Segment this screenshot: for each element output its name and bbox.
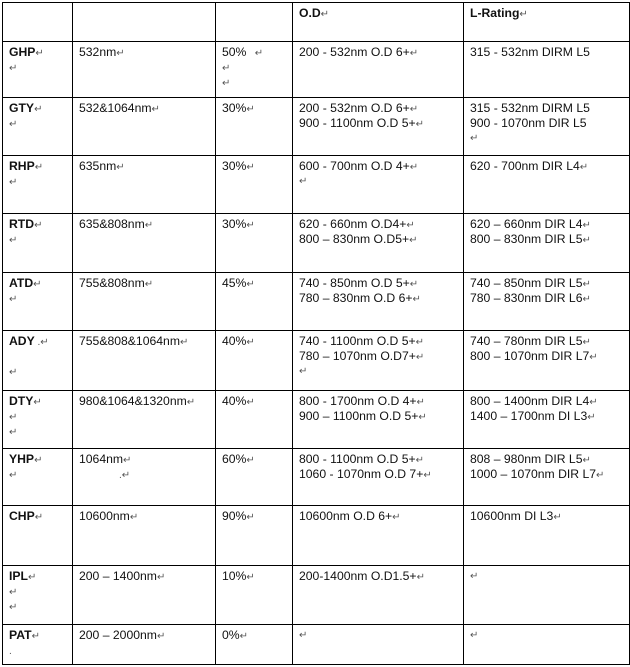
paragraph-mark-icon: ↵ [9,63,18,74]
cell-lrating [464,98,630,156]
paragraph-mark-icon: ↵ [156,631,166,642]
table-row [3,391,630,449]
od-line: 10600nm O.D 6+↵ [299,509,401,523]
paragraph-mark-icon: ↵ [246,572,255,583]
cell-wavelength [73,625,216,665]
vlt-text: 50% [222,45,247,59]
cell-wavelength [73,273,216,331]
paragraph-mark-icon: ↵ [9,470,18,481]
paragraph-mark-icon: ↵ [470,133,479,144]
paragraph-mark-icon: ↵ [246,220,255,231]
paragraph-mark-icon: .↵ [119,470,131,481]
paragraph-mark-icon: ↵ [9,587,18,598]
paragraph-mark-icon: ↵ [470,571,479,582]
cell-od [293,625,464,665]
cell-vlt [216,391,293,449]
paragraph-mark-icon: ↵ [9,602,18,613]
paragraph-mark-icon: ↵ [409,162,419,173]
cell-code [3,331,73,391]
paragraph-mark-icon: ↵ [299,630,308,641]
vlt-text: 10% [222,569,247,583]
cell-lrating [464,625,630,665]
paragraph-mark-icon: ↵ [519,9,528,20]
lrating-line: 808 – 980nm DIR L5↵ [470,452,591,466]
paragraph-mark-icon: ↵ [156,572,166,583]
lrating-line: 620 – 660nm DIR L4↵ [470,217,591,231]
cell-wavelength [73,42,216,98]
paragraph-mark-icon: ↵ [409,104,419,115]
lrating-line: 740 – 780nm DIR L5↵ [470,334,591,348]
cell-od [293,331,464,391]
paragraph-mark-icon: ↵ [9,177,18,188]
cell-code [3,506,73,566]
cell-vlt [216,449,293,506]
cell-wavelength [73,98,216,156]
table-row [3,214,630,273]
code-text: GTY [9,101,35,115]
paragraph-mark-icon: ↵ [239,631,249,642]
cell-lrating [464,391,630,449]
paragraph-mark-icon: ↵ [246,48,264,59]
paragraph-mark-icon: ↵ [116,162,125,173]
od-line: 740 - 1100nm O.D 5+↵ [299,334,425,348]
paragraph-mark-icon: ↵ [246,337,255,348]
wavelength-text: 755&808&1064nm [79,334,180,348]
cell-wavelength [73,506,216,566]
cell-od [293,156,464,214]
paragraph-mark-icon: ↵ [179,337,189,348]
paragraph-mark-icon: ↵ [415,352,425,363]
paragraph-mark-icon: ↵ [34,104,43,115]
cell-vlt [216,506,293,566]
paragraph-mark-icon: ↵ [299,366,308,377]
vlt-text: 90% [222,509,247,523]
paragraph-mark-icon: ↵ [129,512,139,523]
paragraph-mark-icon: ↵ [406,220,415,231]
cell-od [293,214,464,273]
od-line: 780 – 830nm O.D 6+↵ [299,291,421,305]
header-cell-lrating [464,3,630,42]
paragraph-mark-icon: ↵ [246,512,255,523]
header-row [3,3,630,42]
wavelength-text: 980&1064&1320nm [79,394,187,408]
cell-od [293,506,464,566]
paragraph-mark-icon: ↵ [415,337,425,348]
paragraph-mark-icon: ↵ [246,162,255,173]
paragraph-mark-icon: ↵ [151,104,160,115]
paragraph-mark-icon: ↵ [9,235,18,246]
paragraph-mark-icon: ↵ [582,220,591,231]
paragraph-mark-icon: ↵ [412,294,421,305]
cell-vlt [216,214,293,273]
lrating-line: 800 – 1400nm DIR L4↵ [470,394,598,408]
paragraph-mark-icon: ↵ [582,279,591,290]
od-line: 780 – 1070nm O.D7+↵ [299,349,425,363]
table-row [3,42,630,98]
cell-code [3,98,73,156]
cell-vlt [216,625,293,665]
lrating-line: 780 – 830nm DIR L6↵ [470,291,591,305]
lrating-line: 900 - 1070nm DIR L5 [470,116,587,130]
paragraph-mark-icon: ↵ [246,104,255,115]
cell-vlt [216,273,293,331]
cell-lrating [464,214,630,273]
cell-od [293,449,464,506]
lrating-line: 620 - 700nm DIR L4↵ [470,159,589,173]
paragraph-mark-icon: ↵ [246,455,255,466]
cell-lrating [464,506,630,566]
paragraph-mark-icon: ↵ [299,176,308,187]
paragraph-mark-icon: ↵ [409,279,419,290]
code-text: RTD [9,217,35,231]
paragraph-mark-icon: ↵ [186,397,196,408]
cell-od [293,42,464,98]
paragraph-mark-icon: ↵ [416,397,425,408]
code-text: DTY [9,394,34,408]
code-text: PAT [9,628,32,642]
paragraph-mark-icon: ↵ [416,572,425,583]
paragraph-mark-icon: ↵ [582,337,591,348]
paragraph-mark-icon: ↵ [587,412,596,423]
od-line: 600 - 700nm O.D 4+↵ [299,159,419,173]
paragraph-mark-icon: ↵ [34,220,43,231]
cell-lrating [464,273,630,331]
paragraph-mark-icon: ↵ [553,512,562,523]
paragraph-mark-icon: ↵ [33,397,42,408]
header-cell-od [293,3,464,42]
table-row [3,98,630,156]
table-row [3,331,630,391]
cell-od [293,391,464,449]
header-cell-code [3,3,73,42]
lrating-line: 315 - 532nm DIRM L5 [470,101,590,115]
code-text: CHP [9,509,35,523]
od-line: 900 - 1100nm O.D 5+↵ [299,116,425,130]
table-row [3,506,630,566]
cell-lrating [464,566,630,625]
paragraph-mark-icon: ↵ [589,397,598,408]
code-text: GHP [9,45,36,59]
paragraph-mark-icon: ↵ [470,630,479,641]
paragraph-mark-icon: ↵ [423,470,432,481]
od-line: 200 - 532nm O.D 6+↵ [299,45,419,59]
cell-od [293,566,464,625]
vlt-text: 0% [222,628,240,642]
paragraph-mark-icon: ↵ [415,455,425,466]
lrating-line: 740 – 850nm DIR L5↵ [470,276,591,290]
vlt-text: 40% [222,394,247,408]
vlt-text: 30% [222,217,247,231]
lrating-line: 315 - 532nm DIRM L5 [470,45,590,59]
paragraph-mark-icon: ↵ [9,294,18,305]
header-cell-wavelength [73,3,216,42]
cell-wavelength [73,214,216,273]
code-text: ADY [9,334,35,348]
paragraph-mark-icon: ↵ [222,78,231,89]
vlt-text: 45% [222,276,247,290]
cell-wavelength [73,156,216,214]
table-row [3,273,630,331]
table-row [3,156,630,214]
lrating-line: 800 – 830nm DIR L5↵ [470,232,591,246]
paragraph-mark-icon: ↵ [579,162,589,173]
od-line: 800 - 1100nm O.D 5+↵ [299,452,425,466]
paragraph-mark-icon: ↵ [582,455,591,466]
table-row [3,449,630,506]
cell-lrating [464,331,630,391]
laser-protection-table [2,2,630,665]
wavelength-text: 532&1064nm [79,101,152,115]
paragraph-mark-icon: ↵ [33,279,42,290]
paragraph-mark-icon: ↵ [246,279,255,290]
paragraph-mark-icon: ↵ [144,279,154,290]
paragraph-mark-icon: ↵ [144,220,154,231]
cell-wavelength [73,566,216,625]
paragraph-mark-icon: ↵ [35,48,44,59]
od-line: 620 - 660nm O.D4+↵ [299,217,415,231]
wavelength-text: 200 – 2000nm [79,628,157,642]
vlt-text: 40% [222,334,247,348]
wavelength-text: 635&808nm [79,217,145,231]
lrating-line: 1400 – 1700nm DI L3↵ [470,409,596,423]
paragraph-mark-icon: ↵ [596,470,605,481]
vlt-text: 30% [222,159,247,173]
vlt-text: 60% [222,452,247,466]
od-line: 740 - 850nm O.D 5+↵ [299,276,419,290]
paragraph-mark-icon: ↵ [34,512,44,523]
cell-code [3,214,73,273]
paragraph-mark-icon: . [9,646,12,657]
paragraph-mark-icon: ↵ [27,572,37,583]
header-lrating-label: L-Rating [470,6,520,20]
paragraph-mark-icon: ↵ [392,512,401,523]
paragraph-mark-icon: ↵ [123,455,132,466]
lrating-line: 1000 – 1070nm DIR L7↵ [470,467,605,481]
paragraph-mark-icon: ↵ [9,412,18,423]
cell-lrating [464,156,630,214]
wavelength-text: 755&808nm [79,276,145,290]
cell-vlt [216,331,293,391]
wavelength-text: 1064nm [79,452,124,466]
cell-code [3,42,73,98]
table-row [3,625,630,665]
lrating-line: 800 – 1070nm DIR L7↵ [470,349,598,363]
vlt-text: 30% [222,101,247,115]
paragraph-mark-icon: ↵ [34,455,43,466]
cell-vlt [216,98,293,156]
cell-vlt [216,156,293,214]
paragraph-mark-icon: ↵ [9,427,18,438]
code-text: IPL [9,569,28,583]
cell-code [3,566,73,625]
cell-od [293,98,464,156]
paragraph-mark-icon: ↵ [582,294,591,305]
header-od-label: O.D [299,6,321,20]
cell-lrating [464,42,630,98]
wavelength-text: 10600nm [79,509,130,523]
od-line: 800 - 1700nm O.D 4+↵ [299,394,425,408]
od-line: 200-1400nm O.D1.5+↵ [299,569,425,583]
code-text: YHP [9,452,35,466]
paragraph-mark-icon: .↵ [34,337,49,348]
cell-od [293,273,464,331]
wavelength-text: 200 – 1400nm [79,569,157,583]
paragraph-mark-icon: ↵ [409,48,419,59]
od-line: 800 – 830nm O.D5+↵ [299,232,418,246]
cell-code [3,156,73,214]
paragraph-mark-icon: ↵ [9,367,18,378]
table-row [3,566,630,625]
cell-code [3,273,73,331]
paragraph-mark-icon: ↵ [418,412,427,423]
paragraph-mark-icon: ↵ [409,235,418,246]
cell-vlt [216,42,293,98]
wavelength-text: 635nm [79,159,117,173]
header-cell-vlt [216,3,293,42]
cell-vlt [216,566,293,625]
paragraph-mark-icon: ↵ [116,48,125,59]
cell-code [3,449,73,506]
paragraph-mark-icon: ↵ [582,235,591,246]
paragraph-mark-icon: ↵ [31,631,40,642]
code-text: ATD [9,276,34,290]
cell-lrating [464,449,630,506]
paragraph-mark-icon: ↵ [320,9,330,20]
paragraph-mark-icon: ↵ [222,63,231,74]
cell-code [3,625,73,665]
wavelength-text: 532nm [79,45,117,59]
cell-wavelength [73,391,216,449]
cell-wavelength [73,331,216,391]
paragraph-mark-icon: ↵ [9,119,18,130]
paragraph-mark-icon: ↵ [415,119,425,130]
od-line: 1060 - 1070nm O.D 7+↵ [299,467,432,481]
od-line: 200 - 532nm O.D 6+↵ [299,101,419,115]
paragraph-mark-icon: ↵ [246,397,255,408]
cell-wavelength [73,449,216,506]
od-line: 900 – 1100nm O.D 5+↵ [299,409,427,423]
paragraph-mark-icon: ↵ [589,352,598,363]
lrating-line: 10600nm DI L3↵ [470,509,562,523]
code-text: RHP [9,159,35,173]
cell-code [3,391,73,449]
paragraph-mark-icon: ↵ [34,162,44,173]
